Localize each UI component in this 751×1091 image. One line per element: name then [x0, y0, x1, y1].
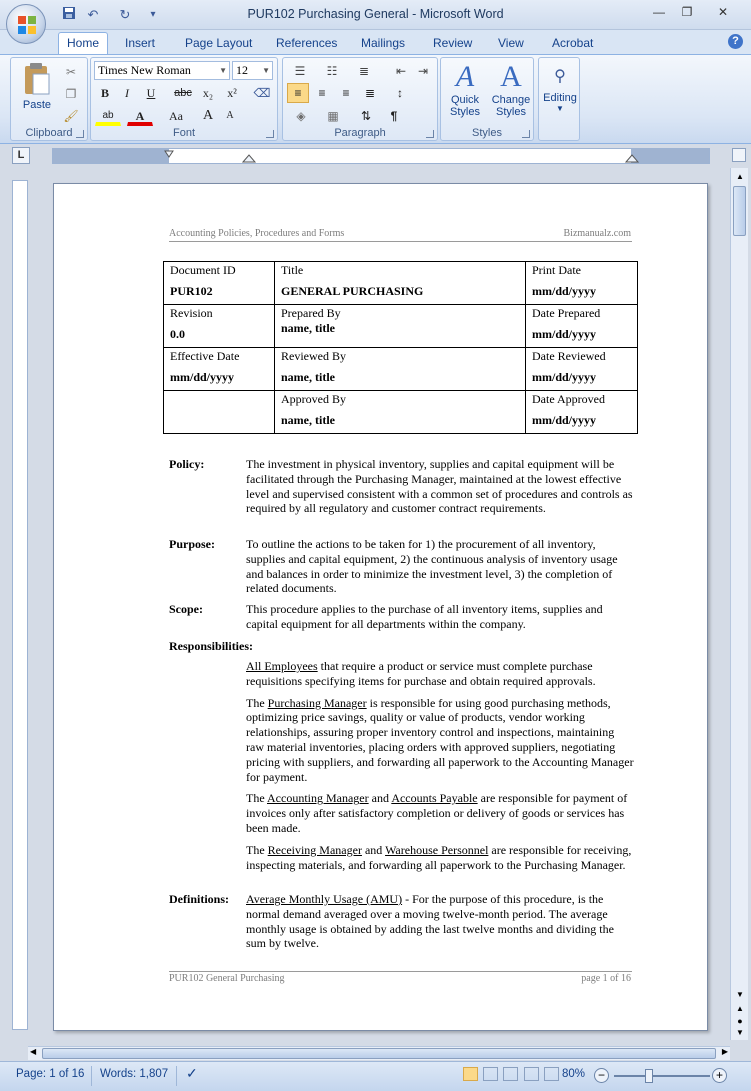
footer-left: PUR102 General Purchasing: [169, 973, 285, 984]
paste-label: Paste: [22, 99, 52, 111]
word-count[interactable]: Words: 1,807: [100, 1068, 169, 1080]
status-divider: [176, 1066, 177, 1086]
styles-label: Styles: [472, 127, 502, 139]
align-center-icon[interactable]: ≡: [318, 86, 326, 100]
tab-page-layout[interactable]: Page Layout: [185, 36, 253, 50]
effective-date-value: mm/dd/yyyy: [170, 370, 235, 384]
justify-icon[interactable]: ≣: [364, 86, 376, 100]
scope-text: This procedure applies to the purchase of all inventory items, supplies and capital equipment for all departments within the company.: [246, 602, 603, 631]
footer-right: page 1 of 16: [581, 973, 631, 984]
undo-icon[interactable]: ↶: [87, 7, 99, 22]
definitions-text: [246, 892, 634, 951]
tab-insert[interactable]: Insert: [125, 36, 156, 50]
print-layout-icon[interactable]: [463, 1067, 478, 1081]
role-name: Accounts Payable: [391, 791, 478, 806]
window-title: PUR102 Purchasing General - Microsoft Word: [247, 7, 504, 21]
office-logo-icon: [17, 15, 37, 35]
definitions-label: Definitions:: [169, 892, 229, 906]
empty-cell: [164, 391, 275, 434]
status-bar: [0, 1061, 751, 1091]
horizontal-ruler[interactable]: [52, 148, 710, 164]
date-reviewed-label: Date Reviewed: [532, 349, 606, 363]
multilevel-list-icon[interactable]: ≣: [358, 64, 370, 78]
policy-label: Policy:: [169, 457, 205, 471]
role-name: Receiving Manager: [267, 842, 362, 857]
cut-icon[interactable]: ✂: [65, 65, 77, 79]
definition-term: Average Monthly Usage (AMU): [246, 892, 403, 906]
line-spacing-icon[interactable]: ↕: [397, 86, 403, 100]
header-left: Accounting Policies, Procedures and Forms: [169, 228, 345, 239]
next-page-icon[interactable]: ▼: [736, 1028, 744, 1037]
paragraph-group: [282, 57, 438, 141]
purpose-text: To outline the actions to be taken for 1) the procurement of all inventory, supplies and capital equipment, 2) the continuous analysis of inventory usage and balances in order to minimize the investment level, 3) the completion of related documents.: [246, 537, 618, 596]
change-styles-button[interactable]: [489, 60, 533, 118]
tab-references[interactable]: References: [276, 36, 338, 50]
binoculars-icon: ⚲: [554, 68, 566, 85]
view-buttons: [463, 1067, 559, 1084]
document-info-table: [163, 261, 638, 434]
strikethrough-button[interactable]: abc: [174, 87, 192, 99]
italic-button[interactable]: I: [125, 86, 129, 100]
responsibility-paragraph: [246, 659, 634, 689]
change-styles-label: Change Styles: [491, 94, 531, 118]
font-size-select[interactable]: [232, 61, 273, 80]
styles-launcher-icon[interactable]: [522, 130, 530, 138]
clear-formatting-icon[interactable]: ⌫: [253, 86, 271, 100]
reviewed-by-label: Reviewed By: [281, 349, 346, 363]
shrink-font-button[interactable]: A: [226, 110, 234, 121]
styles-group: [440, 57, 534, 141]
zoom-in-icon[interactable]: +: [712, 1068, 727, 1083]
ruler-area: [0, 144, 751, 166]
responsibility-paragraph: [246, 843, 634, 873]
print-date-label: Print Date: [532, 263, 581, 277]
chevron-down-icon: ▼: [262, 66, 270, 75]
responsibility-paragraph: [246, 696, 634, 785]
title-value: GENERAL PURCHASING: [281, 284, 424, 298]
underline-button[interactable]: U: [146, 86, 156, 100]
scroll-thumb[interactable]: [733, 186, 746, 236]
prepared-by-value: name, title: [281, 321, 335, 335]
revision-value: 0.0: [170, 327, 185, 341]
borders-icon[interactable]: ▦: [327, 109, 339, 123]
vertical-scrollbar[interactable]: [730, 168, 748, 1040]
title-cell: [275, 262, 526, 305]
clipboard-group: [10, 57, 88, 141]
responsibility-paragraph: [246, 791, 634, 835]
increase-indent-icon[interactable]: ⇥: [417, 64, 429, 78]
copy-icon[interactable]: ❐: [65, 87, 77, 101]
numbering-icon[interactable]: ☷: [326, 64, 338, 78]
header-rule: [169, 241, 632, 242]
proofing-icon[interactable]: ✓: [186, 1065, 198, 1081]
ribbon: [0, 54, 751, 144]
title-bar: [0, 0, 751, 30]
subscript-button[interactable]: x₂: [202, 86, 214, 100]
reviewed-by-cell: [275, 348, 526, 391]
superscript-button[interactable]: x²: [227, 86, 237, 100]
show-marks-button[interactable]: ¶: [390, 109, 398, 123]
font-name-value: Times New Roman: [98, 63, 191, 77]
quick-styles-label: Quick Styles: [450, 94, 480, 118]
purpose-label: Purpose:: [169, 537, 215, 551]
font-label: Font: [172, 127, 195, 139]
revision-cell: [164, 305, 275, 348]
tab-mailings[interactable]: Mailings: [361, 36, 406, 50]
font-launcher-icon[interactable]: [266, 130, 274, 138]
date-prepared-value: mm/dd/yyyy: [532, 327, 597, 341]
font-size-value: 12: [236, 63, 248, 77]
browse-object-icon[interactable]: ●: [737, 1016, 743, 1026]
page-count[interactable]: Page: 1 of 16: [16, 1068, 85, 1080]
effective-date-label: Effective Date: [170, 349, 240, 363]
horizontal-scrollbar[interactable]: [28, 1046, 730, 1060]
doc-id-cell: [164, 262, 275, 305]
quick-styles-icon: A: [455, 60, 475, 93]
policy-text: The investment in physical inventory, supplies and capital equipment will be facilitated through the Purchasing Manager, maintained at the lowest effective level and supervised consistent with a common set of procedures and controls as required by all regulatory and customer contract requirements.: [246, 457, 633, 516]
role-name: Purchasing Manager: [267, 695, 367, 710]
scroll-right-icon[interactable]: ▶: [721, 1047, 728, 1056]
full-screen-reading-icon[interactable]: [483, 1067, 498, 1081]
responsibility-text: and: [368, 791, 392, 806]
sort-icon[interactable]: ⇅: [360, 109, 372, 123]
date-reviewed-value: mm/dd/yyyy: [532, 370, 597, 384]
bold-button[interactable]: B: [100, 86, 109, 100]
responsibility-text: are responsible for receiving, inspecting materials, and forwarding all paperwork to the Purchasing Manager.: [246, 842, 632, 872]
format-painter-icon[interactable]: 🖌: [63, 109, 79, 123]
shading-icon[interactable]: ◈: [296, 109, 306, 123]
revision-label: Revision: [170, 306, 213, 320]
header-right: Bizmanualz.com: [563, 228, 631, 239]
scope-label: Scope:: [169, 602, 203, 616]
restore-button[interactable]: ❐: [681, 5, 693, 19]
tab-view[interactable]: View: [498, 36, 524, 50]
date-approved-label: Date Approved: [532, 392, 605, 406]
change-case-button[interactable]: Aa: [169, 109, 183, 123]
decrease-indent-icon[interactable]: ⇤: [395, 64, 407, 78]
print-date-value: mm/dd/yyyy: [532, 284, 597, 298]
redo-icon[interactable]: ↻: [119, 7, 131, 22]
status-divider: [91, 1066, 92, 1086]
align-left-icon[interactable]: ≡: [287, 83, 309, 103]
vertical-ruler[interactable]: [12, 180, 28, 1030]
close-button[interactable]: ✕: [717, 5, 729, 19]
tab-review[interactable]: Review: [433, 36, 473, 50]
zoom-out-icon[interactable]: −: [594, 1068, 609, 1083]
prepared-by-cell: [275, 305, 526, 348]
date-approved-value: mm/dd/yyyy: [532, 413, 597, 427]
scroll-left-icon[interactable]: ◀: [30, 1047, 37, 1056]
responsibility-text: and: [361, 842, 386, 857]
responsibility-text: are responsible for payment of invoices only after satisfactory completion or delivery of goods or services has been made.: [246, 791, 628, 835]
highlight-button[interactable]: ab: [95, 106, 121, 126]
tab-home[interactable]: Home: [58, 32, 108, 54]
responsibilities-label: Responsibilities:: [169, 639, 254, 653]
zoom-slider-thumb[interactable]: [645, 1069, 653, 1083]
role-name: Accounting Manager: [267, 791, 369, 806]
outline-icon[interactable]: [524, 1067, 539, 1081]
zoom-slider[interactable]: [614, 1075, 710, 1077]
clipboard-launcher-icon[interactable]: [76, 130, 84, 138]
approved-by-value: name, title: [281, 413, 335, 427]
paste-icon: [21, 62, 53, 96]
paragraph-label: Paragraph: [334, 127, 386, 139]
ruler-ticks: [53, 149, 709, 163]
quick-styles-button[interactable]: [443, 60, 487, 118]
clipboard-label: Clipboard: [25, 127, 73, 139]
role-name: All Employees: [246, 659, 318, 673]
responsibilities-body: [246, 659, 634, 879]
chevron-down-icon: ▼: [556, 104, 564, 113]
date-approved-cell: [526, 391, 638, 434]
responsibility-text: The: [246, 791, 267, 806]
web-layout-icon[interactable]: [503, 1067, 518, 1081]
date-reviewed-cell: [526, 348, 638, 391]
doc-id-value: PUR102: [170, 284, 213, 298]
help-icon[interactable]: ?: [728, 34, 743, 49]
align-right-icon[interactable]: ≡: [342, 86, 350, 100]
tab-acrobat[interactable]: Acrobat: [552, 36, 594, 50]
doc-id-label: Document ID: [170, 263, 236, 277]
responsibility-text: that require a product or service must complete purchase requisitions specifying items for purchase and obtain required approvals.: [246, 659, 596, 688]
previous-page-icon[interactable]: ▲: [736, 1004, 744, 1013]
paste-button[interactable]: [17, 62, 57, 111]
ribbon-tabs: [0, 30, 751, 54]
scroll-down-icon[interactable]: ▼: [736, 990, 744, 999]
scroll-thumb[interactable]: [42, 1048, 716, 1059]
editing-label: Editing: [543, 92, 577, 104]
document-page[interactable]: [53, 183, 708, 1031]
minimize-button[interactable]: —: [653, 5, 665, 19]
responsibility-text: The: [246, 695, 268, 710]
grow-font-button[interactable]: A: [202, 108, 214, 123]
font-color-button[interactable]: A: [127, 106, 153, 126]
editing-button[interactable]: [540, 62, 580, 113]
role-name: Warehouse Personnel: [385, 842, 489, 857]
approved-by-cell: [275, 391, 526, 434]
effective-date-cell: [164, 348, 275, 391]
change-styles-icon: A: [500, 60, 522, 93]
editing-group: [538, 57, 580, 141]
font-group: [90, 57, 278, 141]
font-name-select[interactable]: [94, 61, 230, 80]
tab-selector-button[interactable]: L: [12, 147, 30, 164]
date-prepared-label: Date Prepared: [532, 306, 601, 320]
approved-by-label: Approved By: [281, 392, 346, 406]
zoom-level[interactable]: 80%: [562, 1068, 586, 1080]
responsibility-text: The: [246, 842, 268, 857]
prepared-by-label: Prepared By: [281, 306, 341, 320]
title-label: Title: [281, 263, 304, 277]
customize-qat-icon[interactable]: ▾: [150, 9, 156, 20]
print-date-cell: [526, 262, 638, 305]
draft-icon[interactable]: [544, 1067, 559, 1081]
chevron-down-icon: ▼: [219, 66, 227, 75]
responsibility-text: is responsible for using good purchasing methods, optimizing price savings, quality or value of products, vendor working relationships, assuring proper inventory control and inspections, maintaining raw material inventories, placing orders with approved suppliers, negotiating pricing with suppliers, and forwarding all paperwork to the Accounting Manager for payment.: [246, 695, 634, 784]
footer-rule: [169, 971, 632, 972]
definition-text: - For the purpose of this procedure, is the normal demand averaged over a moving twelve-month period. The average monthly usage is obtained by adding the last twelve months and dividing the sum by twelve.: [246, 892, 614, 951]
office-button[interactable]: [6, 4, 46, 44]
bullets-icon[interactable]: ☰: [294, 64, 306, 78]
scroll-up-icon[interactable]: ▲: [736, 172, 744, 181]
date-prepared-cell: [526, 305, 638, 348]
reviewed-by-value: name, title: [281, 370, 335, 384]
paragraph-launcher-icon[interactable]: [426, 130, 434, 138]
ruler-toggle-icon[interactable]: [732, 148, 746, 162]
